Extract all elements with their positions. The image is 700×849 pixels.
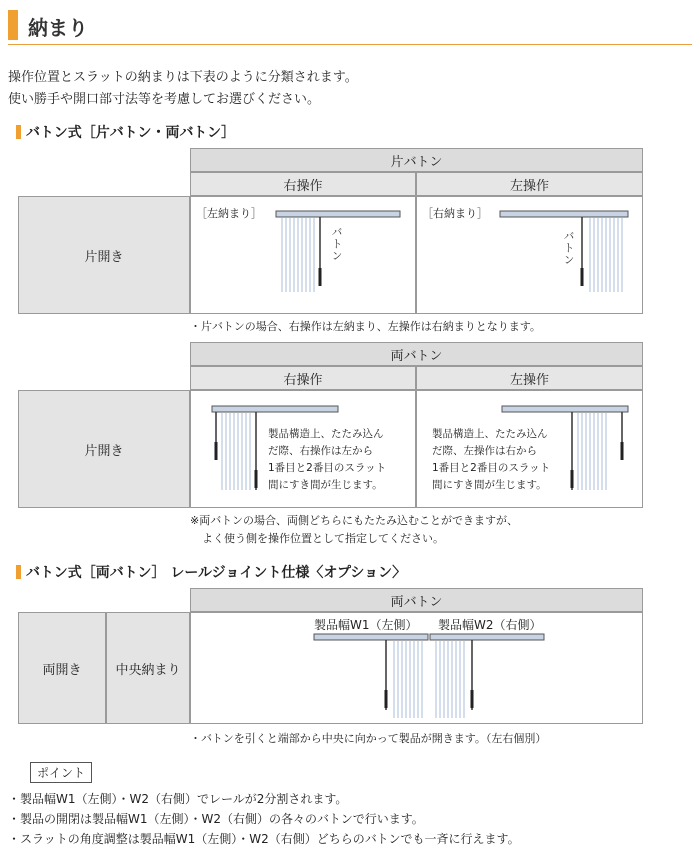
table1-row-label: 片開き: [18, 196, 190, 314]
table1-left-tag: ［右納まり］: [422, 207, 488, 220]
table1-header: 片バトン: [190, 148, 643, 172]
table3-slats-left: [394, 641, 422, 718]
table3-row-label-2: 中央納まり: [106, 612, 190, 724]
table2-left-rail: [502, 406, 628, 412]
table1-right-slats: [282, 218, 314, 292]
title-accent-bar: [8, 10, 18, 40]
section1-heading: バトン式［片バトン・両バトン］: [26, 125, 236, 141]
table3-note: ・バトンを引くと端部から中央に向かって製品が開きます。（左右個別）: [190, 732, 547, 745]
section1-marker: [16, 125, 21, 139]
table2-col-right: 右操作: [190, 366, 416, 390]
title-bar: [8, 8, 692, 45]
table2-row-label: 片開き: [18, 390, 190, 508]
table1-left-slats: [590, 218, 622, 292]
table3-header: 両バトン: [190, 588, 643, 612]
table1-note: ・片バトンの場合、右操作は左納まり、左操作は右納まりとなります。: [190, 320, 541, 333]
table3-row-label-1: 両開き: [18, 612, 106, 724]
point-bullet-1: ・製品幅W1（左側）・W2（右側）でレールが2分割されます。: [8, 792, 348, 806]
table3-diagram: [190, 612, 643, 724]
table3-width-right: 製品幅W2（右側）: [438, 618, 542, 632]
section2-heading: バトン式［両バトン］ レールジョイント仕様〈オプション〉: [26, 565, 407, 581]
table2-right-desc: 製品構造上、たたみ込ん だ際、右操作は左から 1番目と2番目のスラット 間にすき間が生じます。: [268, 428, 387, 491]
point-label: ポイント: [30, 762, 92, 783]
table2-right-rail: [212, 406, 338, 412]
table2-note-2: よく使う側を操作位置として指定してください。: [202, 532, 444, 545]
point-bullet-3: ・スラットの角度調整は製品幅W1（左側）・W2（右側）どちらのバトンでも一斉に行えます。: [8, 832, 520, 846]
table2-left-desc: 製品構造上、たたみ込ん だ際、左操作は右から 1番目と2番目のスラット 間にすき間が生じます。: [432, 428, 551, 491]
table1-col-right: 右操作: [190, 172, 416, 196]
table2-header: 両バトン: [190, 342, 643, 366]
intro-line-2: 使い勝手や開口部寸法等を考慮してお選びください。: [8, 92, 321, 107]
section2-marker: [16, 565, 21, 579]
table2-col-left: 左操作: [416, 366, 643, 390]
page-title: 納まり: [28, 16, 88, 40]
table1-right-rail: [276, 211, 400, 217]
table1-col-left: 左操作: [416, 172, 643, 196]
table2-diagrams: [190, 390, 643, 508]
table1-left-rail: [500, 211, 628, 217]
table2-right-slats: [222, 413, 250, 490]
table2-left-slats: [578, 413, 606, 490]
table1-left-baton-label: バトン: [562, 230, 575, 266]
table3-slats-right: [436, 641, 464, 718]
intro-line-1: 操作位置とスラットの納まりは下表のように分類されます。: [8, 70, 358, 85]
table3-width-left: 製品幅W1（左側）: [314, 618, 418, 632]
point-bullet-2: ・製品の開閉は製品幅W1（左側）・W2（右側）の各々のバトンで行います。: [8, 812, 424, 826]
table1-right-tag: ［左納まり］: [196, 207, 262, 220]
table2-note-1: ※両バトンの場合、両側どちらにもたたみ込むことができますが、: [190, 514, 518, 527]
table3-rail-left: [314, 634, 428, 640]
table1-right-baton-label: バトン: [330, 226, 343, 262]
table3-rail-right: [430, 634, 544, 640]
